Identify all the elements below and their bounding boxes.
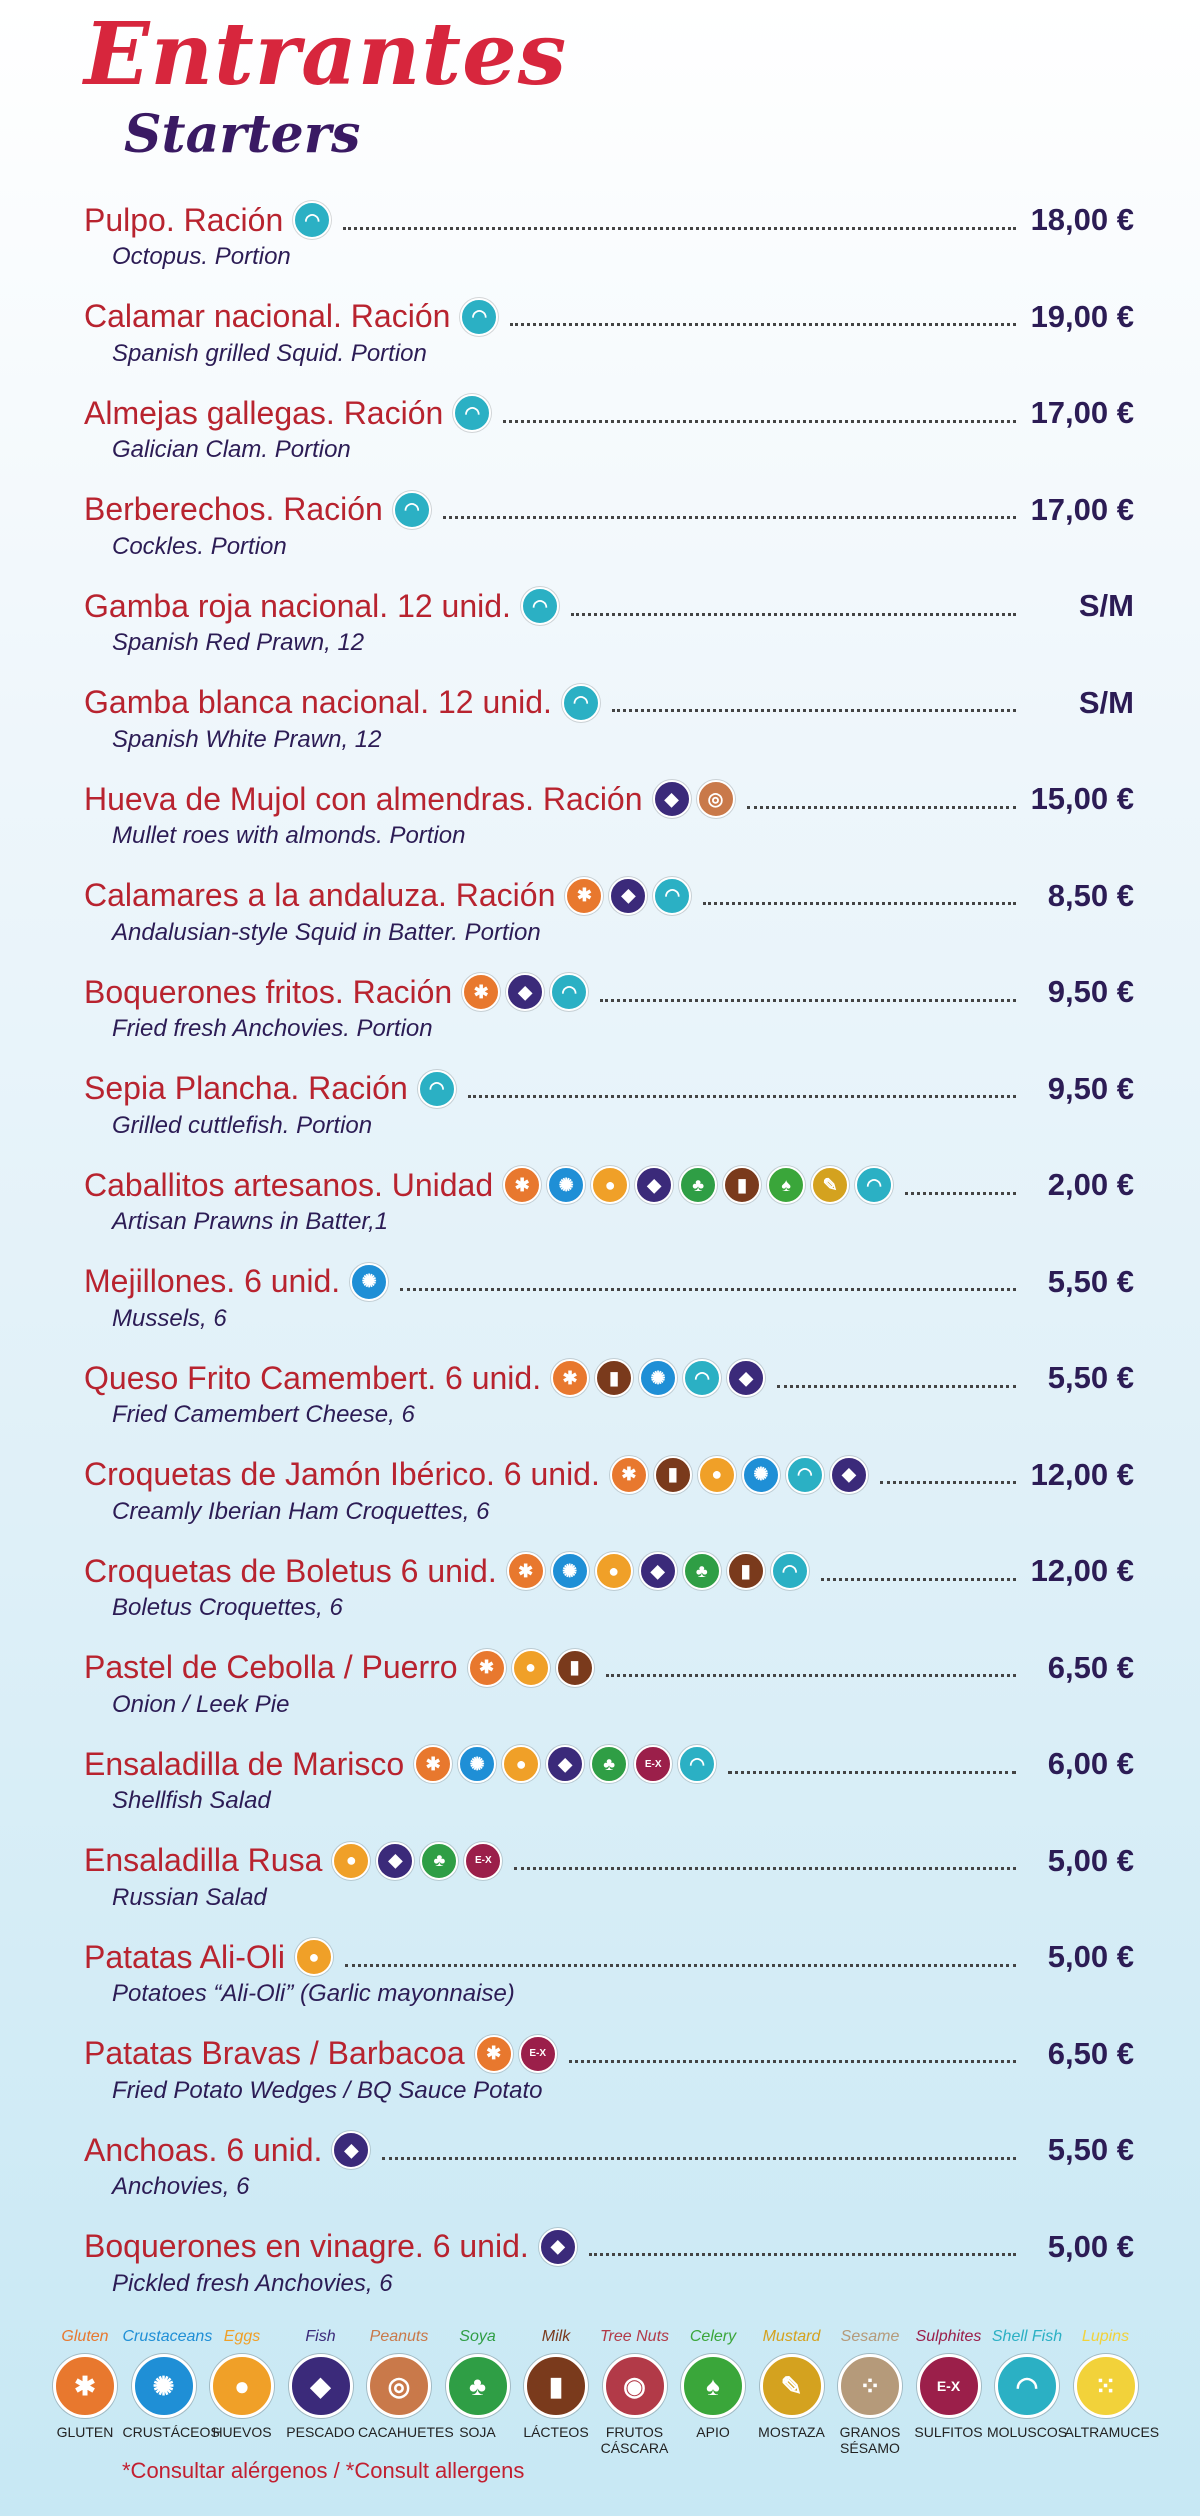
legend-label-es: CACAHUETES [358, 2424, 454, 2440]
milk-icon: ▮ [727, 1552, 765, 1590]
milk-icon: ▮ [524, 2354, 588, 2418]
dish-price: 9,50 € [1047, 1070, 1134, 1106]
dish-translation: Boletus Croquettes, 6 [112, 1594, 343, 1621]
dish-translation: Mussels, 6 [112, 1304, 227, 1332]
dish-name: Berberechos. Ración [84, 491, 383, 527]
dot-leader [589, 2253, 1016, 2256]
legend-item-gluten [44, 2328, 126, 2440]
fish-icon: ◆ [653, 780, 691, 818]
dish-translation: Fried fresh Anchovies. Portion [112, 1015, 433, 1042]
fish-icon: ◆ [546, 1745, 584, 1783]
dish-translation: Mullet roes with almonds. Portion [112, 822, 466, 849]
allergen-legend [0, 2328, 1200, 2478]
shellfish-icon: ◠ [678, 1745, 716, 1783]
dot-leader [880, 1481, 1016, 1484]
dish-translation: Fried Camembert Cheese, 6 [112, 1401, 415, 1428]
shellfish-icon: ◠ [683, 1359, 721, 1397]
legend-label-es: GRANOS SÉSAMO [839, 2424, 901, 2456]
gluten-icon: ✱ [507, 1552, 545, 1590]
allergen-icons [565, 877, 691, 915]
menu-item-row [84, 485, 1134, 535]
menu-item-row [84, 967, 1134, 1017]
fish-icon: ◆ [609, 877, 647, 915]
soya-icon: ♣ [420, 1842, 458, 1880]
menu-item [0, 1064, 1200, 1158]
eggs-icon: ● [210, 2354, 274, 2418]
menu-item [0, 2029, 1200, 2123]
menu-item-row [84, 1450, 1134, 1500]
crustaceans-icon: ✺ [458, 1745, 496, 1783]
dish-name: Mejillones. 6 unid. [84, 1263, 341, 1299]
shellfish-icon: ◠ [562, 684, 600, 722]
dish-name: Patatas Ali-Oli [84, 1938, 285, 1975]
fish-icon: ◆ [635, 1166, 673, 1204]
dish-translation: Creamly Iberian Ham Croquettes, 6 [112, 1497, 490, 1525]
dish-name: Patatas Bravas / Barbacoa [84, 2035, 465, 2071]
gluten-icon: ✱ [551, 1359, 589, 1397]
eggs-icon: ● [502, 1745, 540, 1783]
legend-label-en: Sesame [840, 2328, 900, 2345]
legend-label-es: SOJA [459, 2424, 496, 2440]
milk-icon: ▮ [654, 1456, 692, 1494]
menu-item [0, 1353, 1200, 1447]
legend-item-fish [280, 2328, 362, 2440]
menu-item [0, 2125, 1200, 2219]
section-title-es: Entrantes [84, 4, 568, 105]
legend-label-es: MOLUSCOS [986, 2424, 1068, 2440]
shellfish-icon: ◠ [786, 1456, 824, 1494]
celery-icon: ♠ [681, 2354, 745, 2418]
dot-leader [777, 1385, 1016, 1388]
legend-item-peanuts [358, 2328, 454, 2440]
legend-label-en: Fish [305, 2328, 336, 2345]
legend-label-es: SULFITOS [914, 2424, 983, 2440]
dish-price: 19,00 € [1030, 298, 1134, 334]
peanuts-icon: ◎ [367, 2354, 431, 2418]
menu-item-row [84, 1932, 1134, 1982]
dish-price: 5,00 € [1047, 1939, 1134, 1974]
dish-name: Sepia Plancha. Ración [84, 1070, 408, 1106]
soya-icon: ♣ [590, 1745, 628, 1783]
legend-label-en: Mustard [762, 2328, 821, 2345]
dish-price: 6,50 € [1047, 2035, 1134, 2071]
menu-item-row [84, 195, 1134, 245]
menu-item-row [84, 678, 1134, 728]
milk-icon: ▮ [556, 1649, 594, 1687]
gluten-icon: ✱ [414, 1745, 452, 1783]
dot-leader [600, 999, 1016, 1002]
peanuts-icon: ◎ [697, 780, 735, 818]
allergen-icons [393, 491, 431, 529]
allergen-icons [653, 780, 735, 818]
soya-icon: ♣ [446, 2354, 510, 2418]
dish-name: Calamar nacional. Ración [84, 298, 451, 334]
crustaceans-icon: ✺ [350, 1263, 388, 1301]
dot-leader [510, 323, 1016, 326]
menu-item-row [84, 1739, 1134, 1789]
legend-label-en: Eggs [223, 2328, 261, 2345]
mustard-icon: ✎ [811, 1166, 849, 1204]
legend-item-eggs [201, 2328, 283, 2440]
menu-item [0, 1160, 1200, 1254]
allergen-icons [507, 1552, 809, 1590]
gluten-icon: ✱ [565, 877, 603, 915]
dot-leader [905, 1192, 1016, 1195]
dish-translation: Fried Potato Wedges / BQ Sauce Potato [112, 2076, 543, 2104]
menu-item-row [84, 1064, 1134, 1114]
soya-icon: ♣ [679, 1166, 717, 1204]
legend-item-milk [515, 2328, 597, 2440]
dish-name: Calamares a la andaluza. Ración [84, 877, 556, 913]
menu-item [0, 1450, 1200, 1544]
allergen-icons [414, 1745, 716, 1783]
dish-name: Ensaladilla de Marisco [84, 1745, 405, 1782]
eggs-icon: ● [698, 1456, 736, 1494]
dot-leader [606, 1674, 1016, 1677]
soya-icon: ♣ [683, 1552, 721, 1590]
crustaceans-icon: ✺ [742, 1456, 780, 1494]
menu-item [0, 1836, 1200, 1930]
legend-label-en: Crustaceans [122, 2328, 213, 2345]
menu-item-row [84, 2222, 1134, 2272]
gluten-icon: ✱ [503, 1166, 541, 1204]
legend-item-shellfish [986, 2328, 1068, 2440]
dish-translation: Artisan Prawns in Batter,1 [112, 1208, 389, 1235]
dot-leader [569, 2060, 1016, 2063]
menu-item [0, 678, 1200, 772]
sulphites-icon: E-X [917, 2354, 981, 2418]
menu-item-row [84, 1643, 1134, 1693]
dish-price: 12,00 € [1030, 1456, 1134, 1492]
fish-icon: ◆ [506, 973, 544, 1011]
dot-leader [747, 806, 1016, 809]
dish-name: Croquetas de Jamón Ibérico. 6 unid. [84, 1456, 600, 1492]
legend-label-es: MOSTAZA [758, 2424, 825, 2440]
menu-item-row [84, 1257, 1134, 1307]
dot-leader [400, 1288, 1016, 1291]
dish-name: Queso Frito Camembert. 6 unid. [84, 1359, 542, 1396]
legend-item-celery [672, 2328, 754, 2440]
legend-label-en: Lupins [1081, 2328, 1130, 2345]
fish-icon: ◆ [830, 1456, 868, 1494]
dish-name: Pastel de Cebolla / Puerro [84, 1649, 458, 1685]
legend-item-soya [437, 2328, 519, 2440]
dish-name: Ensaladilla Rusa [84, 1842, 323, 1878]
legend-label-en: Celery [689, 2328, 737, 2345]
eggs-icon: ● [512, 1649, 550, 1687]
dot-leader [443, 516, 1016, 519]
dish-name: Boquerones fritos. Ración [84, 973, 453, 1010]
mustard-icon: ✎ [760, 2354, 824, 2418]
gluten-icon: ✱ [462, 973, 500, 1011]
dish-price: 12,00 € [1030, 1553, 1134, 1588]
gluten-icon: ✱ [53, 2354, 117, 2418]
allergen-icons [453, 394, 491, 432]
dish-price: 2,00 € [1047, 1167, 1134, 1202]
shellfish-icon: ◠ [418, 1070, 456, 1108]
crustaceans-icon: ✺ [547, 1166, 585, 1204]
gluten-icon: ✱ [475, 2035, 513, 2073]
dish-translation: Shellfish Salad [112, 1787, 271, 1814]
shellfish-icon: ◠ [855, 1166, 893, 1204]
sesame-icon: ⁘ [838, 2354, 902, 2418]
menu-item-row [84, 1836, 1134, 1886]
legend-label-es: PESCADO [286, 2424, 355, 2440]
dish-price: 5,00 € [1047, 2228, 1134, 2264]
legend-label-en: Soya [459, 2328, 496, 2345]
menu-item-row [84, 774, 1134, 824]
menu-item-row [84, 1160, 1134, 1210]
dot-leader [503, 420, 1016, 423]
menu-item [0, 1739, 1200, 1833]
allergen-icons [521, 587, 559, 625]
menu-item-row [84, 1353, 1134, 1403]
allergen-icons [562, 684, 600, 722]
dish-translation: Pickled fresh Anchovies, 6 [112, 2269, 393, 2297]
dish-price: S/M [1078, 588, 1134, 623]
shellfish-icon: ◠ [521, 587, 559, 625]
menu-item-row [84, 1546, 1134, 1596]
dish-translation: Spanish Red Prawn, 12 [112, 629, 365, 656]
allergen-note: *Consultar alérgenos / *Consult allergens [122, 2458, 525, 2483]
legend-label-es: GLUTEN [56, 2424, 114, 2440]
shellfish-icon: ◠ [995, 2354, 1059, 2418]
allergen-icons [295, 1938, 333, 1976]
menu-item-row [84, 2125, 1134, 2175]
dish-price: 9,50 € [1047, 974, 1134, 1009]
dish-translation: Russian Salad [112, 1883, 267, 1911]
dish-translation: Octopus. Portion [112, 243, 291, 270]
legend-label-es: FRUTOS CÁSCARA [600, 2424, 669, 2456]
dish-price: 5,00 € [1047, 1842, 1134, 1878]
legend-label-es: HUEVOS [212, 2424, 272, 2440]
gluten-icon: ✱ [468, 1649, 506, 1687]
legend-item-crustaceans [122, 2328, 220, 2440]
dot-leader [343, 227, 1016, 230]
crustaceans-icon: ✺ [639, 1359, 677, 1397]
fish-icon: ◆ [639, 1552, 677, 1590]
shellfish-icon: ◠ [293, 201, 331, 239]
dish-translation: Cockles. Portion [112, 532, 287, 560]
eggs-icon: ● [332, 1842, 370, 1880]
dish-price: 8,50 € [1047, 877, 1134, 913]
eggs-icon: ● [295, 1938, 333, 1976]
shellfish-icon: ◠ [550, 973, 588, 1011]
dish-name: Boquerones en vinagre. 6 unid. [84, 2228, 529, 2264]
dot-leader [468, 1095, 1016, 1098]
dish-translation: Potatoes “Ali-Oli” (Garlic mayonnaise) [112, 1980, 515, 2007]
menu-item [0, 388, 1200, 482]
dish-translation: Onion / Leek Pie [112, 1690, 290, 1718]
dot-leader [703, 902, 1016, 905]
menu-item-row [84, 871, 1134, 921]
crustaceans-icon: ✺ [132, 2354, 196, 2418]
eggs-icon: ● [591, 1166, 629, 1204]
allergen-icons [460, 298, 498, 336]
menu-item [0, 871, 1200, 965]
dot-leader [821, 1578, 1016, 1581]
dish-translation: Spanish White Prawn, 12 [112, 725, 382, 753]
celery-icon: ♠ [767, 1166, 805, 1204]
dish-name: Hueva de Mujol con almendras. Ración [84, 780, 643, 817]
allergen-icons [462, 973, 588, 1011]
fish-icon: ◆ [332, 2131, 370, 2169]
fish-icon: ◆ [289, 2354, 353, 2418]
dot-leader [345, 1964, 1016, 1967]
dish-price: 5,50 € [1047, 1360, 1134, 1395]
dish-translation: Andalusian-style Squid in Batter. Portion [112, 918, 541, 946]
dot-leader [612, 709, 1016, 712]
legend-label-es: CRUSTÁCEOS [122, 2424, 220, 2440]
dish-name: Gamba roja nacional. 12 unid. [84, 587, 511, 624]
dish-translation: Galician Clam. Portion [112, 436, 351, 463]
legend-label-en: Peanuts [369, 2328, 429, 2345]
eggs-icon: ● [595, 1552, 633, 1590]
legend-item-mustard [751, 2328, 833, 2440]
milk-icon: ▮ [723, 1166, 761, 1204]
allergen-icons [293, 201, 331, 239]
allergen-icons [539, 2228, 577, 2266]
menu-item-row [84, 388, 1134, 438]
section-title-en: Starters [124, 104, 361, 165]
dish-translation: Grilled cuttlefish. Portion [112, 1111, 373, 1139]
fish-icon: ◆ [376, 1842, 414, 1880]
menu-item [0, 967, 1200, 1061]
treenuts-icon: ◉ [603, 2354, 667, 2418]
fish-icon: ◆ [727, 1359, 765, 1397]
allergen-icons [332, 2131, 370, 2169]
gluten-icon: ✱ [610, 1456, 648, 1494]
legend-label-en: Tree Nuts [599, 2328, 670, 2345]
menu-item [0, 1257, 1200, 1351]
shellfish-icon: ◠ [771, 1552, 809, 1590]
shellfish-icon: ◠ [653, 877, 691, 915]
allergen-icons [503, 1166, 893, 1204]
dot-leader [571, 613, 1016, 616]
dish-price: 18,00 € [1030, 202, 1134, 237]
dish-translation: Spanish grilled Squid. Portion [112, 339, 427, 367]
dish-name: Caballitos artesanos. Unidad [84, 1166, 494, 1203]
menu-item [0, 774, 1200, 868]
legend-item-sulphites [908, 2328, 990, 2440]
menu-item [0, 581, 1200, 675]
legend-item-treenuts [594, 2328, 676, 2456]
legend-label-es: ALTRAMUCES [1064, 2424, 1160, 2440]
dish-name: Anchoas. 6 unid. [84, 2131, 323, 2168]
allergen-icons [475, 2035, 557, 2073]
menu-item [0, 292, 1200, 386]
menu-item-row [84, 581, 1134, 631]
legend-label-en: Sulphites [915, 2328, 982, 2345]
legend-item-sesame [829, 2328, 911, 2456]
menu-item [0, 1546, 1200, 1640]
allergen-icons [610, 1456, 868, 1494]
dish-price: 6,50 € [1047, 1649, 1134, 1685]
legend-label-es: APIO [696, 2424, 730, 2440]
dot-leader [728, 1771, 1016, 1774]
dish-translation: Anchovies, 6 [112, 2173, 250, 2200]
milk-icon: ▮ [595, 1359, 633, 1397]
legend-label-en: Gluten [61, 2328, 109, 2345]
dish-price: 5,50 € [1047, 1263, 1134, 1299]
dot-leader [514, 1867, 1016, 1870]
menu-item [0, 195, 1200, 289]
lupins-icon: ⁙ [1074, 2354, 1138, 2418]
allergen-icons [551, 1359, 765, 1397]
dish-name: Gamba blanca nacional. 12 unid. [84, 684, 552, 720]
fish-icon: ◆ [539, 2228, 577, 2266]
crustaceans-icon: ✺ [551, 1552, 589, 1590]
allergen-icons [418, 1070, 456, 1108]
sulphites-icon: E-X [464, 1842, 502, 1880]
legend-label-en: Milk [541, 2328, 571, 2345]
shellfish-icon: ◠ [393, 491, 431, 529]
dish-name: Almejas gallegas. Ración [84, 394, 444, 431]
menu-item [0, 1932, 1200, 2026]
dish-price: 17,00 € [1030, 395, 1134, 430]
legend-label-es: LÁCTEOS [523, 2424, 589, 2440]
dish-price: 17,00 € [1030, 491, 1134, 527]
menu-item [0, 485, 1200, 579]
menu-item-row [84, 292, 1134, 342]
dish-price: S/M [1078, 684, 1134, 720]
sulphites-icon: E-X [634, 1745, 672, 1783]
allergen-icons [332, 1842, 502, 1880]
legend-label-en: Shell Fish [991, 2328, 1063, 2345]
dish-name: Croquetas de Boletus 6 unid. [84, 1552, 497, 1589]
menu-item-row [84, 2029, 1134, 2079]
dish-price: 15,00 € [1030, 781, 1134, 816]
menu-item [0, 1643, 1200, 1737]
shellfish-icon: ◠ [453, 394, 491, 432]
dish-name: Pulpo. Ración [84, 201, 284, 238]
dish-price: 6,00 € [1047, 1746, 1134, 1781]
dish-price: 5,50 € [1047, 2132, 1134, 2167]
dot-leader [382, 2157, 1016, 2160]
legend-item-lupins [1064, 2328, 1160, 2440]
shellfish-icon: ◠ [460, 298, 498, 336]
menu-item [0, 2222, 1200, 2316]
allergen-icons [350, 1263, 388, 1301]
allergen-icons [468, 1649, 594, 1687]
sulphites-icon: E-X [519, 2035, 557, 2073]
